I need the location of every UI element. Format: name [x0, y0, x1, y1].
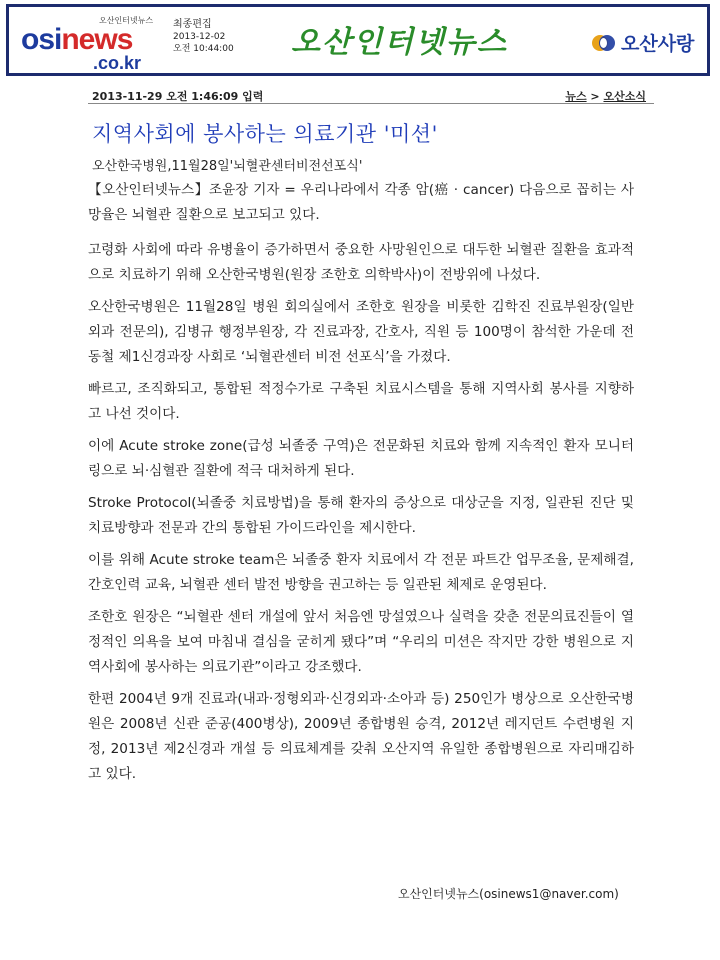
logo-domain: .co.kr [93, 53, 142, 73]
last-edited-date: 2013-12-02 [173, 32, 226, 42]
article-signature: 오산인터넷뉴스(osinews1@naver.com) [398, 887, 619, 901]
article-paragraph: 이를 위해 Acute stroke team은 뇌졸중 환자 치료에서 각 전문 파트간 업무조율, 문제해결, 간호인력 교육, 뇌혈관 센터 발전 방향을 권고하는 등 일관된 체제로 운영된다. [88, 552, 634, 593]
article-dateline: 2013-11-29 오전 1:46:09 입력 [92, 90, 264, 103]
article-paragraph: 한편 2004년 9개 진료과(내과·정형외과·신경외과·소아과 등) 250인가 병상으로 오산한국병원은 2008년 신관 준공(400병상), 2009년 종합병원 승격, 2012년 레지던트 수련병원 지정, 2013년 제2신경과 개설 등 의료체계를 갖춰 오산지역 유일한 종합병원으로 자리매김하고 있다. [88, 691, 634, 782]
last-edited [173, 19, 234, 55]
breadcrumb-separator: > [590, 90, 600, 103]
last-edited-label: 최종편집 [173, 19, 212, 30]
breadcrumb-news[interactable]: 뉴스 [565, 90, 587, 103]
site-header [6, 4, 710, 76]
article-paragraph: 조한호 원장은 “뇌혈관 센터 개설에 앞서 처음엔 망설였으나 실력을 갖춘 전문의료진들이 열정적인 의욕을 보여 마침내 결심을 굳히게 됐다”며 “우리의 미션은 작지만 강한 병원으로 지역사회에 봉사하는 의료기관”이라고 강조했다. [88, 609, 634, 675]
osan-sarang-label: 오산사랑 [621, 33, 695, 55]
swirl-logo-icon [591, 32, 617, 54]
article-paragraph: 오산한국병원은 11월28일 병원 회의실에서 조한호 원장을 비롯한 김학진 진료부원장(일반외과 전문의), 김병규 행정부원장, 각 진료과장, 간호사, 직원 등 100명이 참석한 가운데 전동철 제1신경과장 사회로 ‘뇌혈관센터 비전 선포식’을 가졌다. [88, 299, 634, 365]
article-paragraph: 고령화 사회에 따라 유병율이 증가하면서 중요한 사망원인으로 대두한 뇌혈관 질환을 효과적으로 치료하기 위해 오산한국병원(원장 조한호 의학박사)이 전방위에 나섰다. [88, 242, 634, 283]
breadcrumb [565, 88, 646, 104]
article-paragraph: 【오산인터넷뉴스】조윤장 기자 = 우리나라에서 각종 암(癌 · cancer) 다음으로 꼽히는 사망율은 뇌혈관 질환으로 보고되고 있다. [88, 182, 634, 223]
article-body [88, 178, 634, 794]
article-title: 지역사회에 봉사하는 의료기관 '미션' [92, 122, 438, 146]
breadcrumb-osan-news[interactable]: 오산소식 [603, 90, 646, 103]
banner-title[interactable]: 오산인터넷뉴스 [291, 25, 508, 60]
logo-small-text: 오산인터넷뉴스 [99, 16, 154, 25]
article-paragraph: Stroke Protocol(뇌졸중 치료방법)을 통해 환자의 증상으로 대상군을 지정, 일관된 진단 및 치료방향과 전문과 간의 통합된 가이드라인을 제시한다. [88, 495, 634, 536]
osinews-logo[interactable] [19, 13, 169, 71]
logo-wordmark [21, 25, 132, 55]
article-paragraph: 이에 Acute stroke zone(급성 뇌졸중 구역)은 전문화된 치료와 함께 지속적인 환자 모니터링으로 뇌·심혈관 질환에 적극 대처하게 된다. [88, 438, 634, 479]
osan-sarang-link[interactable] [591, 29, 694, 56]
logo-wordmark-news: news [61, 23, 133, 56]
article-subtitle: 오산한국병원,11월28일'뇌혈관센터비전선포식' [92, 159, 363, 174]
header-divider [88, 103, 654, 104]
last-edited-time: 오전 10:44:00 [173, 44, 234, 54]
logo-wordmark-osi: osi [21, 23, 62, 56]
article-paragraph: 빠르고, 조직화되고, 통합된 적정수가로 구축된 치료시스템을 통해 지역사회 봉사를 지향하고 나선 것이다. [88, 381, 634, 422]
